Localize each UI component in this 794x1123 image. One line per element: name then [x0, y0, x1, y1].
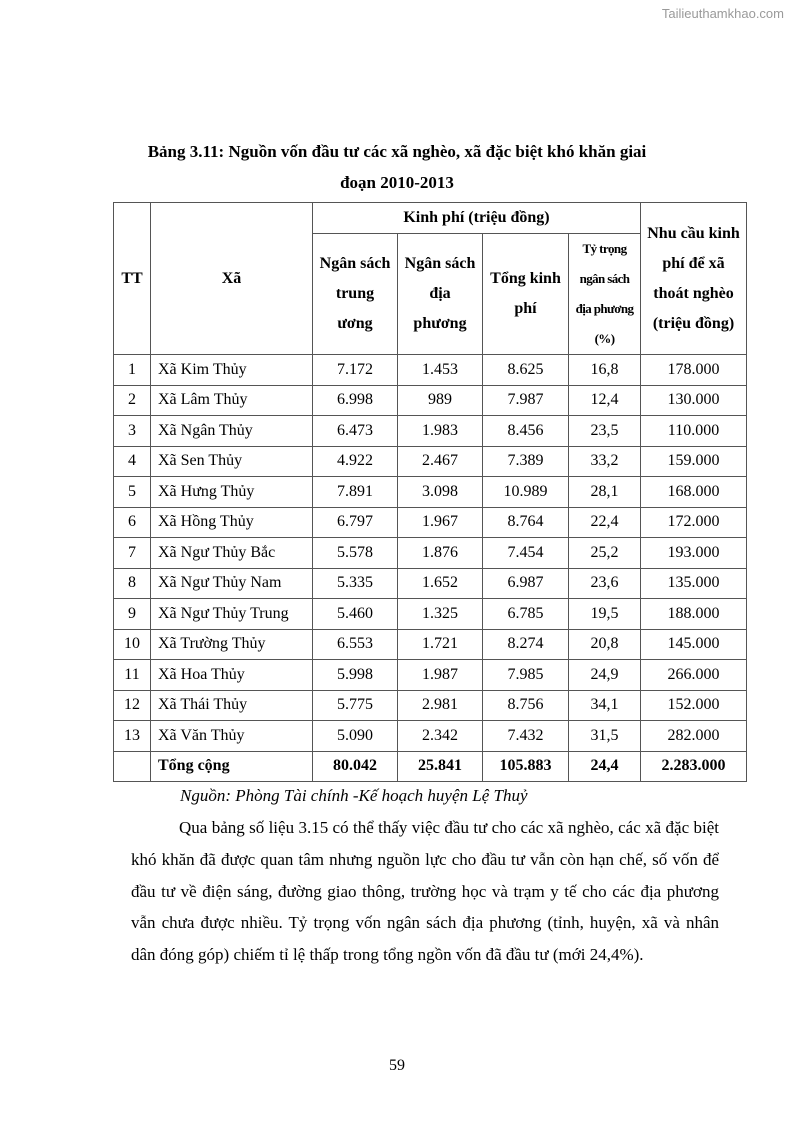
cell-xa: Xã Ngư Thủy Bắc	[151, 538, 313, 569]
cell-ty-trong: 23,6	[569, 568, 641, 599]
funding-table	[113, 202, 747, 782]
header-ns-dia-phuong: Ngân sách địa phương	[398, 234, 483, 355]
cell-tong-kinh-phi: 8.625	[483, 355, 569, 386]
cell-tt: 4	[114, 446, 151, 477]
cell-ns-trung-uong: 80.042	[313, 751, 398, 782]
cell-tt: 13	[114, 721, 151, 752]
cell-xa: Xã Thái Thủy	[151, 690, 313, 721]
cell-xa: Xã Sen Thủy	[151, 446, 313, 477]
header-xa: Xã	[151, 203, 313, 355]
cell-xa: Xã Ngư Thủy Trung	[151, 599, 313, 630]
table-row	[114, 599, 747, 630]
cell-tong-kinh-phi: 8.764	[483, 507, 569, 538]
table-row	[114, 477, 747, 508]
cell-tong-kinh-phi: 7.389	[483, 446, 569, 477]
cell-nhu-cau: 110.000	[641, 416, 747, 447]
header-kinh-phi: Kinh phí (triệu đồng)	[313, 203, 641, 234]
cell-ty-trong: 34,1	[569, 690, 641, 721]
cell-xa: Xã Ngân Thủy	[151, 416, 313, 447]
cell-ns-trung-uong: 5.998	[313, 660, 398, 691]
cell-tong-kinh-phi: 7.985	[483, 660, 569, 691]
cell-xa: Xã Trường Thủy	[151, 629, 313, 660]
cell-ns-trung-uong: 5.775	[313, 690, 398, 721]
table-row	[114, 660, 747, 691]
cell-tong-kinh-phi: 6.987	[483, 568, 569, 599]
cell-ty-trong: 19,5	[569, 599, 641, 630]
cell-tong-kinh-phi: 8.756	[483, 690, 569, 721]
cell-ns-trung-uong: 5.335	[313, 568, 398, 599]
cell-tt: 6	[114, 507, 151, 538]
cell-nhu-cau: 135.000	[641, 568, 747, 599]
cell-nhu-cau: 168.000	[641, 477, 747, 508]
cell-nhu-cau: 178.000	[641, 355, 747, 386]
cell-ty-trong: 24,4	[569, 751, 641, 782]
cell-ty-trong: 33,2	[569, 446, 641, 477]
header-nhu-cau: Nhu cầu kinh phí để xã thoát nghèo (triệu đồng)	[641, 203, 747, 355]
cell-nhu-cau: 130.000	[641, 385, 747, 416]
cell-ns-dia-phuong: 1.453	[398, 355, 483, 386]
cell-tt: 12	[114, 690, 151, 721]
cell-ty-trong: 22,4	[569, 507, 641, 538]
cell-tong-kinh-phi: 8.274	[483, 629, 569, 660]
cell-ns-trung-uong: 4.922	[313, 446, 398, 477]
cell-ns-trung-uong: 7.891	[313, 477, 398, 508]
cell-ns-trung-uong: 5.578	[313, 538, 398, 569]
table-title-line1: Bảng 3.11: Nguồn vốn đầu tư các xã nghèo, xã đặc biệt khó khăn giai	[147, 142, 647, 161]
cell-ns-trung-uong: 5.090	[313, 721, 398, 752]
cell-ns-trung-uong: 5.460	[313, 599, 398, 630]
cell-xa: Xã Hồng Thủy	[151, 507, 313, 538]
cell-tt: 5	[114, 477, 151, 508]
cell-tt: 3	[114, 416, 151, 447]
cell-tong-kinh-phi: 105.883	[483, 751, 569, 782]
header-tt: TT	[114, 203, 151, 355]
cell-ty-trong: 16,8	[569, 355, 641, 386]
table-row	[114, 690, 747, 721]
cell-xa: Xã Kim Thủy	[151, 355, 313, 386]
table-row	[114, 355, 747, 386]
cell-ns-dia-phuong: 989	[398, 385, 483, 416]
cell-ns-dia-phuong: 1.987	[398, 660, 483, 691]
header-ty-trong: Tỷ trọng ngân sách địa phương (%)	[569, 234, 641, 355]
cell-ns-dia-phuong: 2.981	[398, 690, 483, 721]
cell-ns-dia-phuong: 25.841	[398, 751, 483, 782]
cell-ns-dia-phuong: 2.342	[398, 721, 483, 752]
cell-tt	[114, 751, 151, 782]
cell-nhu-cau: 2.283.000	[641, 751, 747, 782]
cell-nhu-cau: 282.000	[641, 721, 747, 752]
cell-ty-trong: 25,2	[569, 538, 641, 569]
cell-ns-dia-phuong: 1.967	[398, 507, 483, 538]
cell-ty-trong: 12,4	[569, 385, 641, 416]
cell-tong-kinh-phi: 7.432	[483, 721, 569, 752]
cell-ns-dia-phuong: 1.983	[398, 416, 483, 447]
table-row	[114, 416, 747, 447]
total-row	[114, 751, 747, 782]
cell-ty-trong: 28,1	[569, 477, 641, 508]
table-row	[114, 721, 747, 752]
body-paragraph: Qua bảng số liệu 3.15 có thể thấy việc đầu tư cho các xã nghèo, các xã đặc biệt khó khăn đã được quan tâm nhưng nguồn lực cho đầu tư vẫn còn hạn chế, số vốn để đầu tư về điện sáng, đường giao thông, trường học và trạm y tế cho các địa phương vẫn chưa được nhiều. Tỷ trọng vốn ngân sách địa phương (tỉnh, huyện, xã và nhân dân đóng góp) chiếm tỉ lệ thấp trong tổng ngồn vốn đã đầu tư (mới 24,4%).	[131, 818, 719, 965]
cell-ty-trong: 31,5	[569, 721, 641, 752]
cell-xa: Xã Hưng Thủy	[151, 477, 313, 508]
table-row	[114, 538, 747, 569]
page-number: 59	[389, 1057, 405, 1074]
cell-nhu-cau: 159.000	[641, 446, 747, 477]
cell-tt: 2	[114, 385, 151, 416]
cell-tt: 11	[114, 660, 151, 691]
cell-nhu-cau: 152.000	[641, 690, 747, 721]
cell-tong-kinh-phi: 6.785	[483, 599, 569, 630]
cell-tong-kinh-phi: 8.456	[483, 416, 569, 447]
table-title-line2: đoạn 2010-2013	[340, 173, 454, 192]
cell-tt: 9	[114, 599, 151, 630]
header-tong-kinh-phi: Tổng kinh phí	[483, 234, 569, 355]
cell-ns-trung-uong: 6.998	[313, 385, 398, 416]
cell-ns-dia-phuong: 1.876	[398, 538, 483, 569]
table-row	[114, 507, 747, 538]
cell-xa: Tổng cộng	[151, 751, 313, 782]
cell-tt: 1	[114, 355, 151, 386]
cell-ty-trong: 23,5	[569, 416, 641, 447]
cell-xa: Xã Hoa Thủy	[151, 660, 313, 691]
cell-ns-trung-uong: 6.473	[313, 416, 398, 447]
cell-ns-dia-phuong: 2.467	[398, 446, 483, 477]
table-row	[114, 629, 747, 660]
cell-nhu-cau: 266.000	[641, 660, 747, 691]
cell-nhu-cau: 172.000	[641, 507, 747, 538]
source-note: Nguồn: Phòng Tài chính -Kế hoạch huyện Lệ Thuỷ	[180, 786, 528, 805]
cell-tong-kinh-phi: 7.454	[483, 538, 569, 569]
cell-nhu-cau: 145.000	[641, 629, 747, 660]
table-row	[114, 385, 747, 416]
cell-xa: Xã Lâm Thủy	[151, 385, 313, 416]
cell-tong-kinh-phi: 7.987	[483, 385, 569, 416]
table-row	[114, 568, 747, 599]
header-ns-trung-uong: Ngân sách trung ương	[313, 234, 398, 355]
cell-ty-trong: 20,8	[569, 629, 641, 660]
cell-ns-dia-phuong: 3.098	[398, 477, 483, 508]
cell-xa: Xã Văn Thủy	[151, 721, 313, 752]
cell-ty-trong: 24,9	[569, 660, 641, 691]
table-row	[114, 446, 747, 477]
cell-ns-trung-uong: 7.172	[313, 355, 398, 386]
cell-ns-dia-phuong: 1.721	[398, 629, 483, 660]
cell-tong-kinh-phi: 10.989	[483, 477, 569, 508]
cell-nhu-cau: 193.000	[641, 538, 747, 569]
watermark: Tailieuthamkhao.com	[661, 6, 784, 21]
cell-ns-trung-uong: 6.797	[313, 507, 398, 538]
cell-ns-trung-uong: 6.553	[313, 629, 398, 660]
cell-xa: Xã Ngư Thủy Nam	[151, 568, 313, 599]
cell-tt: 7	[114, 538, 151, 569]
cell-nhu-cau: 188.000	[641, 599, 747, 630]
cell-ns-dia-phuong: 1.325	[398, 599, 483, 630]
cell-tt: 10	[114, 629, 151, 660]
cell-tt: 8	[114, 568, 151, 599]
cell-ns-dia-phuong: 1.652	[398, 568, 483, 599]
